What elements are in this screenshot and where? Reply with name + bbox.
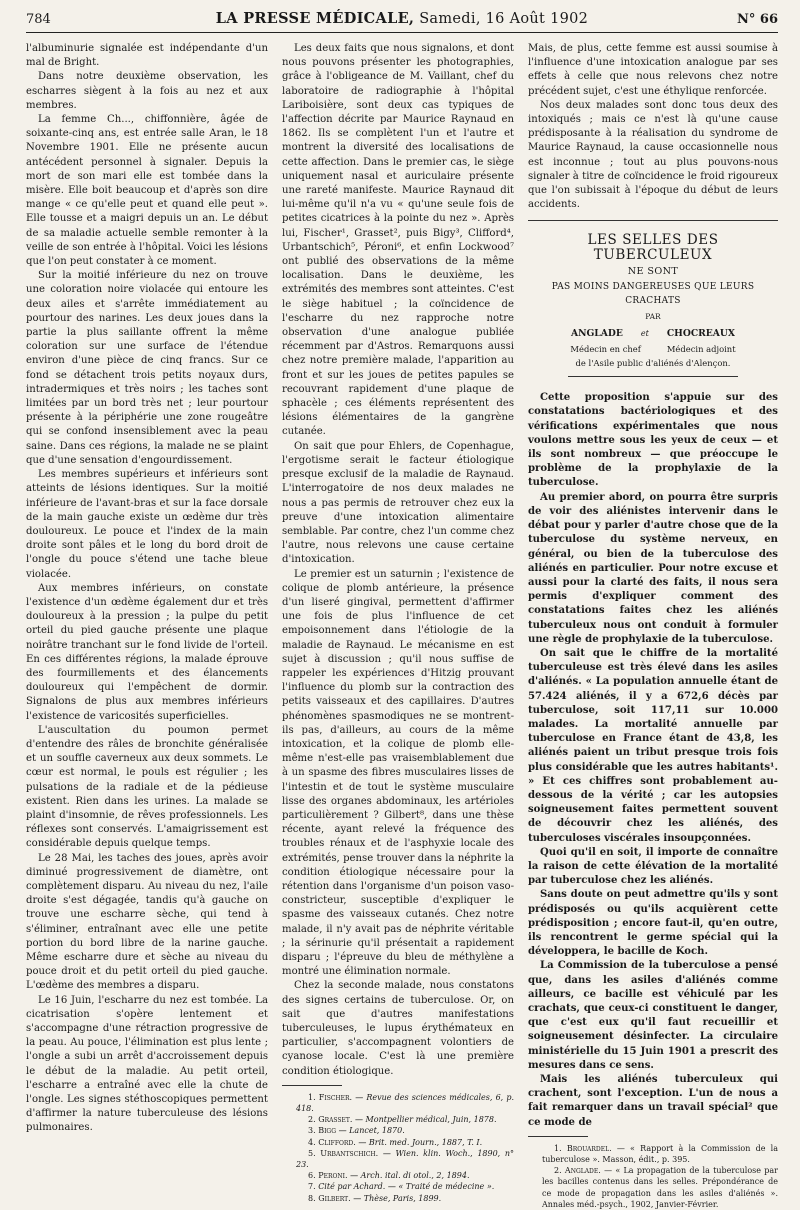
footnote: 7. Cité par Achard. — « Traité de médecine ». <box>308 1182 495 1192</box>
paragraph: Sans doute on peut admettre qu'ils y sont prédisposés ou qu'ils acquièrent cette prédisposition ; encore faut-il, qu'en outre, ils rencontrent le germe spécial qui la développera, le bacille de Koch. <box>528 889 778 958</box>
article-authors <box>528 327 778 341</box>
footnotes <box>282 1092 514 1204</box>
paragraph: Le premier est un saturnin ; l'existence de colique de plomb antérieure, la présence d'un liseré gingival, permettent d'affirmer une fois de plus l'influence de cet empoisonnement dans l'étiologie de la maladie de Raynaud. Le mécanisme en est sujet à discussion ; qu'il nous suffise de rappeler les expériences d'Hitzig prouvant l'influence du plomb sur la contraction des petits vaisseaux et des capillaires. D'autres phénomènes spasmodiques ne se montrent-ils pas, d'ailleurs, au cours de la même intoxication, et la colique de plomb elle-même n'est-elle pas vraisemblablement due à un spasme des fibres musculaires lisses de l'intestin et de tout le système musculaire lisse des organes abdominaux, les artérioles particulièrement ? Gilbert⁸, dans une thèse récente, ayant relevé la fréquence des troubles rénaux et de l'asphyxie locale des extrémités, pense trouver dans la néphrite la condition étiologique nécessaire pour la rétention dans l'organisme d'un poison vaso-constricteur, susceptible d'expliquer le spasme des vaisseaux cutanés. Chez notre malade, il n'y avait pas de néphrite véritable ; la sérinurie qu'il présentait a rapidement disparu ; l'épreuve du bleu de méthylène a montré une élimination normale. <box>282 568 514 978</box>
footnote: 5. Urbantschich. — Wien. klin. Woch., 1890, n° 23. <box>296 1148 514 1170</box>
paragraph: Mais, de plus, cette femme est aussi soumise à l'influence d'une intoxication analogue par ses effets à celle que nous relevons chez notre précédent sujet, c'est une éthylique renforcée. <box>528 43 778 97</box>
author-conjunction: et <box>640 328 649 338</box>
footnote: 2. Anglade. — « La propagation de la tuberculose par les bacilles contenus dans les selles. Prépondérance de ce mode de propagation dans les asiles d'aliénés ». Annales méd.-psych., 1902, Janvier-Février. <box>542 1166 779 1209</box>
paragraph: Aux membres inférieurs, on constate l'existence d'un œdème également dur et très douloureux à la pression ; la pulpe du petit orteil du pied gauche présente une plaque noirâtre tranchant sur le fond livide de l'orteil. En ces différentes régions, la malade éprouve des fourmillements et des élancements douloureux qui l'empêchent de dormir. Signalons de plus aux membres inférieurs l'existence de varicosités superficielles. <box>26 582 268 722</box>
paragraph: Dans notre deuxième observation, les escharres siègent à la fois au nez et aux membres. <box>26 71 268 111</box>
footnote-rule <box>528 1136 588 1137</box>
paragraph: Au premier abord, on pourra être surpris de voir des aliénistes intervenir dans le débat pour y parler d'autre chose que de la tuberculose du système nerveux, en général, ou bien de la tuberculose des aliénés en particulier. Pour notre excuse et aussi pour la clarté des faits, il nous sera permis d'expliquer comment des constatations faites chez les aliénés tuberculeux nous ont conduit à formuler une règle de prophylaxie de la tuberculose. <box>528 491 778 645</box>
paragraph: Le 16 Juin, l'escharre du nez est tombée. La cicatrisation s'opère lentement et s'accompagne d'une rétraction progressive de la peau. Au pouce, l'élimination est plus lente ; l'ongle a subi un arrêt d'accroissement depuis le début de la maladie. Au petit orteil, l'escharre a entraîné avec elle la chute de l'ongle. Les signes stéthoscopiques permettent d'affirmer la nature tuberculeuse des lésions pulmonaires. <box>26 994 268 1134</box>
paragraph: L'auscultation du poumon permet d'entendre des râles de bronchite généralisée et un souffle caverneux aux deux sommets. Le cœur est normal, le pouls est régulier ; les pulsations de la radiale et de la pédieuse existent. Rien dans les urines. La malade se plaint d'insomnie, de rêves professionnels. Les réflexes sont conservés. L'amaigrissement est considérable depuis quelque temps. <box>26 724 268 850</box>
issue-number: N° 66 <box>737 12 778 27</box>
article-rule-top <box>528 220 778 221</box>
paragraph: La Commission de la tuberculose a pensé que, dans les asiles d'aliénés comme ailleurs, ce bacille est véhiculé par les crachats, que ceux-ci constituent le danger, que c'est eux qu'il faut recueillir et soigneusement désinfecter. La circulaire ministérielle du 15 Juin 1901 a prescrit des mesures dans ce sens. <box>528 960 778 1071</box>
footnote: 8. Gilbert. — Thèse, Paris, 1899. <box>308 1193 442 1203</box>
footnote: 3. Bigg — Lancet, 1870. <box>308 1126 405 1136</box>
paragraph: l'albuminurie signalée est indépendante d'un mal de Bright. <box>26 43 268 69</box>
paragraph: Les membres supérieurs et inférieurs sont atteints de lésions identiques. Sur la moitié inférieure de l'avant-bras et sur la face dorsale de la main gauche existe un œdème dur très douloureux. Le pouce et l'index de la main droite sont pâles et le long du bord droit de l'ongle du pouce s'étend une tache bleue violacée. <box>26 469 268 580</box>
paragraph: On sait que le chiffre de la mortalité tuberculeuse est très élevé dans les asiles d'aliénés. « La population annuelle étant de 57.424 aliénés, il y a 672,6 décès par tuberculose, soit 117,11 sur 10.000 malades. La mortalité annuelle par tuberculose en France étant de 43,8, les aliénés paient un tribut presque trois fois plus considérable que les autres habitants¹. » Et ces chiffres sont probablement au-dessous de la vérité ; car les autopsies soigneusement faites permettent souvent de découvrir chez les aliénés, des tuberculoses viscérales insoupçonnées. <box>528 647 778 844</box>
paragraph: Mais les aliénés tuberculeux qui crachent, sont l'exception. L'un de nous a fait remarquer dans un travail spécial² que ce mode de <box>528 1074 778 1128</box>
paragraph: Chez la seconde malade, nous constatons des signes certains de tuberculose. Or, on sait que d'autres manifestations tuberculeuses, le lupus érythémateux en particulier, s'accompagnent volontiers de cyanose locale. C'est là une première condition étiologique. <box>282 980 514 1077</box>
footnote: 1. Fischer. — Revue des sciences médicales, 6, p. 418. <box>296 1092 514 1114</box>
paragraph: Cette proposition s'appuie sur des constatations bactériologiques et des vérifications expérimentales que nous voulons mettre sous les yeux de ceux — et ils sont nombreux — que préoccupe le problème de la prophylaxie de la tuberculose. <box>528 392 778 489</box>
footnote: 2. Grasset. — Montpellier médical, Juin, 1878. <box>308 1115 497 1125</box>
column-1 <box>26 42 268 1134</box>
journal-name: LA PRESSE MÉDICALE, <box>215 10 415 27</box>
paragraph: Nos deux malades sont donc tous deux des intoxiqués ; mais ce n'est là qu'une cause prédisposante à la réalisation du syndrome de Maurice Raynaud, la cause occasionnelle nous est inconnue ; tout au plus pouvons-nous signaler à titre de coïncidence le froid rigoureux que l'on subissait à l'époque du début de leurs accidents. <box>528 99 778 211</box>
author-role: Médecin adjoint <box>666 343 736 354</box>
author: CHOCREAUX <box>666 327 736 339</box>
column-2 <box>282 42 514 1203</box>
column-3 <box>528 42 779 1209</box>
footnotes <box>528 1143 778 1210</box>
author-role: Médecin en chef <box>570 343 641 354</box>
footnote: 6. Peroni. — Arch. ital. di otol., 2, 1894. <box>308 1171 470 1181</box>
author-roles <box>528 342 778 356</box>
page-number: 784 <box>26 12 51 27</box>
article-subtitle: PAS MOINS DANGEREUSES QUE LEURS CRACHATS <box>551 282 755 307</box>
article-subtitle: NE SONT <box>627 265 679 277</box>
footnote: 1. Brouardel. — « Rapport à la Commission de la tuberculose ». Masson, édit., p. 395. <box>542 1143 778 1165</box>
journal-title <box>96 10 708 27</box>
paragraph: Les deux faits que nous signalons, et dont nous pouvons présenter les photographies, grâce à l'obligeance de M. Vaillant, chef du laboratoire de radiographie à l'hôpital Lariboisière, sont deux cas typiques de l'affection décrite par Maurice Raynaud en 1862. Ils se complètent l'un et l'autre et montrent la diversité des localisations de cette affection. Dans le premier cas, le siège uniquement nasal et auriculaire présente une rareté manifeste. Maurice Raynaud dit lui-même qu'il n'a vu « qu'une seule fois de petites cicatrices à la pointe du nez ». Après lui, Fischer¹, Grasset², puis Bigy³, Clifford⁴, Urbantschich⁵, Péroni⁶, et enfin Lockwood⁷ ont publié des observations de la même localisation. Dans le deuxième, les extrémités des membres sont atteintes. C'est le siège habituel ; la coïncidence de l'escharre du nez rapproche notre observation d'une analogue publiée récemment par d'Astros. Remarquons aussi chez notre première malade, l'apparition au front et sur les joues de petites papules se recouvrant rapidement d'une plaque de sphacèle ; ces éléments représentent des lésions élémentaires de la gangrène cutanée. <box>282 43 514 438</box>
paragraph: Sur la moitié inférieure du nez on trouve une coloration noire violacée qui entoure les deux ailes et s'arrête immédiatement au pourtour des narines. Les deux joues dans la partie la plus saillante offrent la même coloration sur une surface de l'étendue environ d'une pièce de cinq francs. Sur ce fond se détachent trois petits noyaux durs, intradermiques et très noirs ; les taches sont limitées par un bord très net ; leur pourtour présente à la périphérie une zone rougeâtre qui se confond insensiblement avec la peau saine. Dans ces régions, la malade ne se plaint que d'une sensation d'engourdissement. <box>26 270 268 466</box>
paragraph: La femme Ch..., chiffonnière, âgée de soixante-cinq ans, est entrée salle Aran, le 18 Novembre 1901. Elle ne présente aucun antécédent personnel à signaler. Depuis la mort de son mari elle est tombée dans la misère. Elle boit beaucoup et d'après son dire mange « ce qu'elle peut et quand elle peut ». Elle tousse et a maigri depuis un an. Le début de sa maladie actuelle semble remonter à la veille de son entrée à l'hôpital. Voici les lésions que l'on peut constater à ce moment. <box>26 114 268 268</box>
footnote-rule <box>282 1085 342 1086</box>
footnote: 4. Clifford. — Brit. med. Journ., 1887, T. I. <box>308 1137 483 1147</box>
article-byline-par: PAR <box>645 312 661 322</box>
paragraph: Quoi qu'il en soit, il importe de connaître la raison de cette élévation de la mortalité par tuberculose chez les aliénés. <box>528 846 778 887</box>
paragraph: Le 28 Mai, les taches des joues, après avoir diminué progressivement de diamètre, ont complètement disparu. Au niveau du nez, l'aile droite s'est dégagée, tandis qu'à gauche on trouve une escharre sèche, qui tend à s'éliminer, entraînant avec elle une petite portion du bord libre de la narine gauche. Même escharre dure et sèche au niveau du pouce droit et du petit orteil du pied gauche. L'œdème des membres a disparu. <box>26 852 268 992</box>
article-title: LES SELLES DES TUBERCULEUX <box>587 232 719 263</box>
page-header <box>26 10 778 33</box>
columns <box>26 42 779 1209</box>
author: ANGLADE <box>570 327 623 339</box>
article-heading <box>528 233 778 370</box>
paragraph: On sait que pour Ehlers, de Copenhague, l'ergotisme serait le facteur étiologique presque exclusif de la maladie de Raynaud. L'interrogatoire de nos deux malades ne nous a pas permis de retrouver chez eux la preuve d'une intoxication alimentaire semblable. Par contre, chez l'un comme chez l'autre, nous relevons une cause certaine d'intoxication. <box>282 440 514 566</box>
author-affiliation: de l'Asile public d'aliénés d'Alençon. <box>575 358 731 369</box>
article-rule-bottom <box>568 376 738 377</box>
issue-date: Samedi, 16 Août 1902 <box>414 11 589 27</box>
